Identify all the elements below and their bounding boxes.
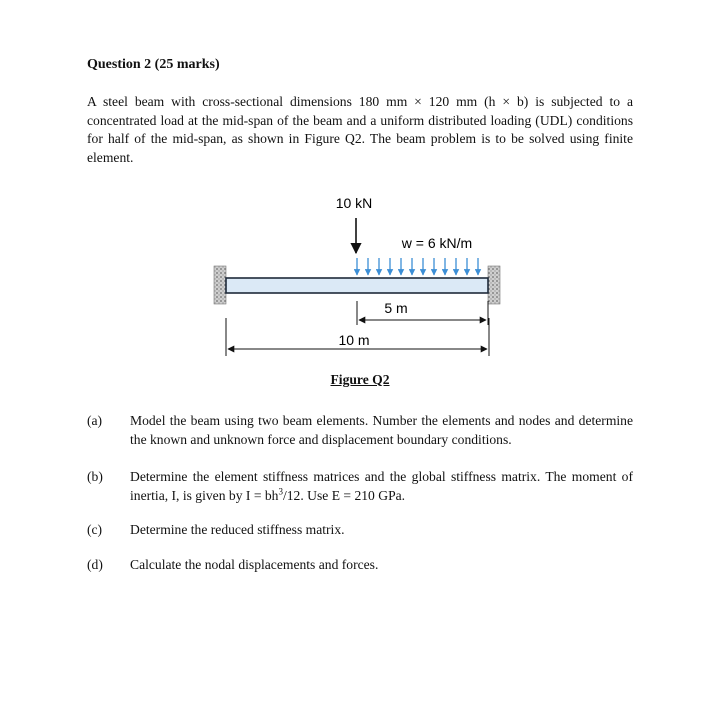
part-b-label: (b) [87,469,103,484]
part-c-text: Determine the reduced stiffness matrix. [130,522,345,537]
part-a-label: (a) [87,413,103,428]
beam [226,278,488,293]
left-fixed-support [214,266,226,304]
part-c-label: (c) [87,522,103,537]
right-fixed-support [488,266,500,304]
part-d-label: (d) [87,557,103,572]
part-a-text: Model the beam using two beam elements. Number the elements and nodes and determine the known and unknown force and displacement boundary conditions. [130,413,633,447]
figure-caption: Figure Q2 [330,372,390,387]
part-b-superscript: 3 [278,485,283,496]
question-title: Question 2 (25 marks) [87,57,220,72]
part-b-text [130,468,633,505]
half-span-label: 5 m [384,300,408,316]
udl-label: w = 6 kN/m [401,235,473,251]
full-span-label: 10 m [338,332,370,348]
question-intro: A steel beam with cross-sectional dimensions 180 mm × 120 mm (h × b) is subjected to a concentrated load at the mid-span of the beam and a uniform distributed loading (UDL) conditions for half of the mid-span, as shown in Figure Q2. The beam problem is to be solved using finite element. [87,94,633,165]
part-d-text: Calculate the nodal displacements and forces. [130,557,379,572]
udl-arrows [357,258,478,275]
part-b-text-end: /12. Use E = 210 GPa. [282,487,406,503]
part-b-text-start: Determine the element stiffness matrices and the global stiffness matrix. The moment of inertia, I, is given by I = bh [130,469,633,503]
point-load-label: 10 kN [335,195,373,211]
